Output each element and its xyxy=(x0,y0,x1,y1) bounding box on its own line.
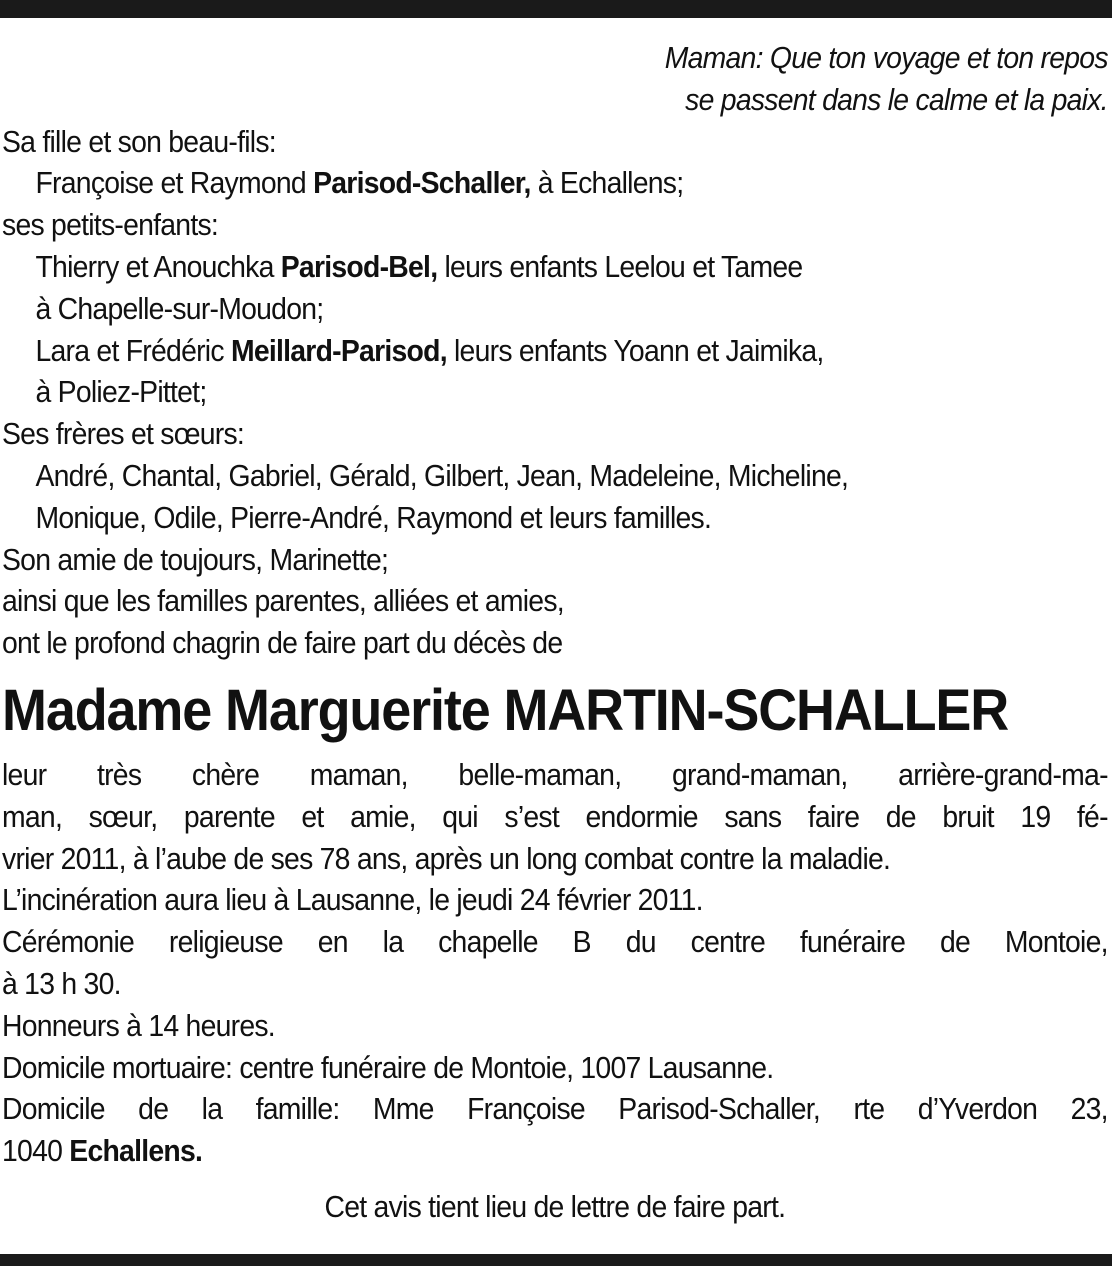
friend-line: Son amie de toujours, Marinette; xyxy=(2,542,389,577)
daughter-surname: Parisod-Schaller, xyxy=(313,166,531,201)
siblings-list: André, Chantal, Gabriel, Gérald, Gilbert, Jean, Madeleine, Micheline, xyxy=(35,458,849,493)
announce-line: ont le profond chagrin de faire part du décès de xyxy=(2,626,563,661)
daughter-label: Sa fille et son beau-fils: xyxy=(2,124,276,159)
body-line: man, sœur, parente et amie, qui s’est endormie sans faire de bruit 19 fé- xyxy=(2,799,1108,834)
grandchild-place: à Chapelle-sur-Moudon; xyxy=(35,291,324,326)
family-address: Domicile de la famille: Mme Françoise Parisod-Schaller, rte d’Yverdon 23, xyxy=(2,1092,1108,1127)
city-name: Echallens. xyxy=(69,1134,203,1169)
grandchild-given-names: Lara et Frédéric xyxy=(35,333,231,368)
siblings-list: Monique, Odile, Pierre-André, Raymond et leurs familles. xyxy=(35,500,712,535)
body-line: vrier 2011, à l’aube de ses 78 ans, après un long combat contre la maladie. xyxy=(2,841,891,876)
postal-code: 1040 xyxy=(2,1134,70,1169)
grandchild-place: à Poliez-Pittet; xyxy=(35,375,207,410)
mortuary-address: Domicile mortuaire: centre funéraire de Montoie, 1007 Lausanne. xyxy=(2,1050,774,1085)
daughter-place: à Echallens; xyxy=(530,166,684,201)
daughter-entry xyxy=(2,163,1031,205)
footer-note: Cet avis tient lieu de lettre de faire part. xyxy=(324,1189,786,1224)
grandchild-surname: Meillard-Parisod, xyxy=(230,333,447,368)
grandchildren-label: ses petits-enfants: xyxy=(2,208,219,243)
grandchild-given-names: Thierry et Anouchka xyxy=(35,249,281,284)
grandchild-entry xyxy=(2,247,1031,289)
epigraph-line: Maman: Que ton voyage et ton repos xyxy=(664,41,1108,75)
top-rule xyxy=(0,0,1112,18)
grandchild-entry xyxy=(2,331,1031,373)
bottom-rule xyxy=(0,1254,1112,1266)
grandchild-children: leurs enfants Yoann et Jaimika, xyxy=(446,333,824,368)
ceremony-info: Cérémonie religieuse en la chapelle B du centre funéraire de Montoie, xyxy=(2,925,1108,960)
epigraph xyxy=(2,38,1108,122)
deceased-name: Madame Marguerite MARTIN-SCHALLER xyxy=(2,677,1009,743)
body-line: leur très chère maman, belle-maman, grand-maman, arrière-grand-ma- xyxy=(2,757,1108,792)
ceremony-time: à 13 h 30. xyxy=(2,966,121,1001)
daughter-given-names: Françoise et Raymond xyxy=(35,166,314,201)
grandchild-surname: Parisod-Bel, xyxy=(280,249,438,284)
epigraph-line: se passent dans le calme et la paix. xyxy=(685,82,1108,117)
others-line: ainsi que les familles parentes, alliées et amies, xyxy=(2,584,564,619)
siblings-label: Ses frères et sœurs: xyxy=(2,417,245,452)
family-address-city xyxy=(2,1131,1031,1173)
honours-info: Honneurs à 14 heures. xyxy=(2,1008,275,1043)
obituary-notice xyxy=(2,38,1108,1229)
grandchild-children: leurs enfants Leelou et Tamee xyxy=(437,249,803,284)
cremation-info: L’incinération aura lieu à Lausanne, le jeudi 24 février 2011. xyxy=(2,883,703,918)
